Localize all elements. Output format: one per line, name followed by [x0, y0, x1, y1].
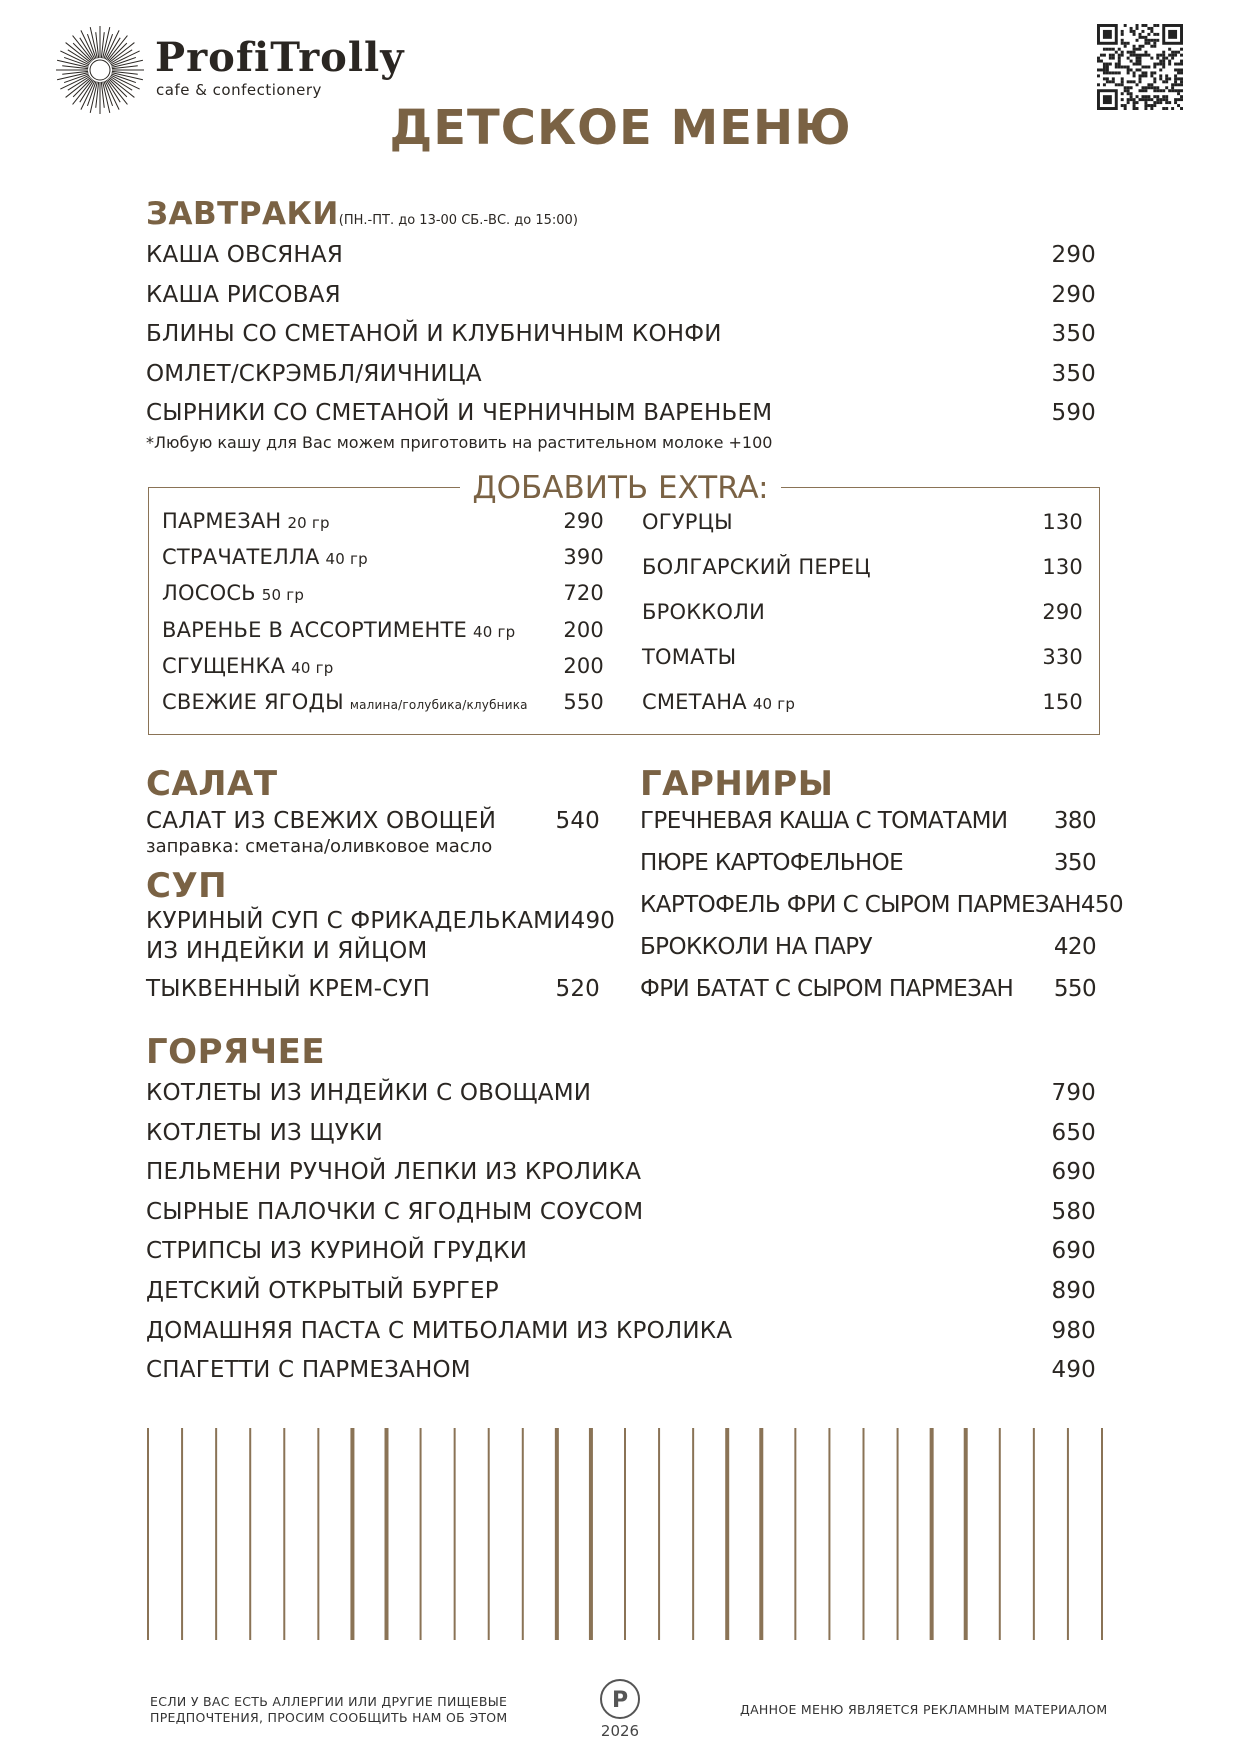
item-name: СМЕТАНА — [642, 690, 747, 714]
menu-item — [146, 1159, 1096, 1185]
item-price: 580 — [1051, 1198, 1096, 1225]
decorative-stripes — [140, 1428, 1110, 1640]
item-price: 390 — [563, 545, 604, 570]
item-name: ПАРМЕЗАН — [162, 509, 282, 533]
item-price: 330 — [1042, 645, 1083, 669]
item-price: 130 — [1042, 510, 1083, 534]
item-name: КАРТОФЕЛЬ ФРИ С СЫРОМ ПАРМЕЗАН — [640, 892, 1081, 918]
menu-item — [146, 400, 1096, 426]
item-name: КОТЛЕТЫ ИЗ ЩУКИ — [146, 1119, 383, 1146]
menu-item — [146, 1318, 1096, 1344]
item-price: 550 — [563, 690, 604, 714]
menu-item — [146, 361, 1096, 387]
menu-item — [146, 908, 616, 934]
menu-item — [642, 645, 1083, 669]
menu-item — [146, 976, 600, 1002]
item-price: 690 — [1051, 1238, 1096, 1265]
menu-item — [642, 690, 1083, 714]
item-price: 200 — [563, 617, 604, 642]
item-name: ФРИ БАТАТ С СЫРОМ ПАРМЕЗАН — [640, 976, 1014, 1002]
menu-item — [146, 1080, 1096, 1106]
item-name: СТРИПСЫ ИЗ КУРИНОЙ ГРУДКИ — [146, 1238, 528, 1265]
item-name: ТЫКВЕННЫЙ КРЕМ-СУП — [146, 976, 431, 1002]
item-price: 150 — [1042, 690, 1083, 714]
advertising-note: ДАННОЕ МЕНЮ ЯВЛЯЕТСЯ РЕКЛАМНЫМ МАТЕРИАЛОМ — [740, 1702, 1108, 1717]
item-name: ДЕТСКИЙ ОТКРЫТЫЙ БУРГЕР — [146, 1278, 499, 1304]
menu-item — [146, 242, 1096, 268]
hot-header: ГОРЯЧЕЕ — [146, 1032, 326, 1072]
item-price: 290 — [563, 509, 604, 533]
item-name: СЫРНЫЕ ПАЛОЧКИ С ЯГОДНЫМ СОУСОМ — [146, 1198, 644, 1225]
item-price: 380 — [1053, 808, 1096, 834]
item-price: 420 — [1053, 934, 1096, 960]
breakfast-footnote: *Любую кашу для Вас можем приготовить на растительном молоке +100 — [146, 433, 773, 452]
menu-item — [640, 934, 1096, 960]
svg-text:P: P — [611, 1688, 629, 1713]
item-price: 520 — [555, 976, 600, 1002]
extra-header: ДОБАВИТЬ EXTRA: — [0, 470, 1241, 506]
qr-code-icon[interactable] — [1097, 24, 1183, 110]
menu-item — [162, 581, 604, 605]
item-name: КАША РИСОВАЯ — [146, 281, 341, 308]
item-price: 290 — [1051, 281, 1096, 308]
item-price: 450 — [1080, 892, 1123, 918]
breakfast-header: ЗАВТРАКИ — [146, 196, 339, 232]
item-name: БЛИНЫ СО СМЕТАНОЙ И КЛУБНИЧНЫМ КОНФИ — [146, 321, 722, 347]
menu-item — [162, 509, 604, 533]
item-name: КАША ОВСЯНАЯ — [146, 242, 344, 268]
item-price: 550 — [1053, 976, 1096, 1002]
allergy-line-1: ЕСЛИ У ВАС ЕСТЬ АЛЛЕРГИИ ИЛИ ДРУГИЕ ПИЩЕВЫЕ — [150, 1694, 508, 1709]
item-price: 890 — [1051, 1278, 1096, 1304]
menu-item — [640, 976, 1096, 1002]
salad-dressing-note: заправка: сметана/оливковое масло — [146, 836, 493, 857]
menu-item — [162, 618, 604, 642]
menu-item — [146, 1120, 1096, 1146]
item-name: ДОМАШНЯЯ ПАСТА С МИТБОЛАМИ ИЗ КРОЛИКА — [146, 1317, 733, 1344]
item-name: ВАРЕНЬЕ В АССОРТИМЕНТЕ — [162, 617, 468, 642]
item-price: 490 — [1051, 1357, 1096, 1384]
item-name: ТОМАТЫ — [642, 645, 737, 669]
breakfast-section — [146, 196, 578, 232]
menu-item — [640, 808, 1096, 834]
menu-item — [162, 654, 604, 678]
item-name: ОГУРЦЫ — [642, 510, 733, 534]
item-price: 490 — [570, 908, 616, 934]
menu-item — [642, 510, 1083, 534]
item-weight: 50 гр — [261, 586, 305, 605]
menu-item — [146, 1238, 1096, 1264]
salad-item — [146, 808, 600, 834]
item-price: 790 — [1051, 1080, 1096, 1106]
item-price: 650 — [1051, 1119, 1096, 1146]
item-price: 720 — [563, 581, 604, 606]
item-name: ОМЛЕТ/СКРЭМБЛ/ЯИЧНИЦА — [146, 360, 482, 387]
page-title: ДЕТСКОЕ МЕНЮ — [389, 100, 852, 156]
item-name: КОТЛЕТЫ ИЗ ИНДЕЙКИ С ОВОЩАМИ — [146, 1080, 592, 1106]
item-price: 690 — [1051, 1159, 1096, 1186]
item-name: САЛАТ ИЗ СВЕЖИХ ОВОЩЕЙ — [146, 808, 497, 834]
item-weight: 20 гр — [287, 514, 330, 532]
item-name: ЛОСОСЬ — [162, 581, 256, 606]
breakfast-hours: (ПН.-ПТ. до 13-00 СБ.-ВС. до 15:00) — [338, 213, 578, 228]
menu-item — [642, 555, 1083, 579]
item-weight: 40 гр — [752, 695, 796, 713]
item-price: 350 — [1051, 321, 1096, 347]
brand-tagline: cafe & confectionery — [156, 81, 322, 99]
menu-item — [146, 282, 1096, 308]
allergy-note — [150, 1694, 508, 1726]
menu-item — [146, 1278, 1096, 1304]
menu-item — [162, 690, 604, 714]
menu-item — [640, 892, 1123, 918]
item-name: СТРАЧАТЕЛЛА — [162, 545, 320, 570]
item-weight: 40 гр — [325, 550, 368, 569]
item-price: 350 — [1051, 360, 1096, 387]
menu-item — [642, 600, 1083, 624]
item-price: 130 — [1042, 555, 1083, 579]
item-price: 290 — [1051, 242, 1096, 268]
item-name: БОЛГАРСКИЙ ПЕРЕЦ — [642, 555, 871, 579]
menu-item — [162, 545, 604, 569]
item-name: СЫРНИКИ СО СМЕТАНОЙ И ЧЕРНИЧНЫМ ВАРЕНЬЕМ — [146, 400, 773, 426]
item-name: СВЕЖИЕ ЯГОДЫ — [162, 690, 344, 714]
allergy-line-2: ПРЕДПОЧТЕНИЯ, ПРОСИМ СООБЩИТЬ НАМ ОБ ЭТОМ — [150, 1710, 508, 1725]
item-price: 290 — [1042, 600, 1083, 624]
item-price: 590 — [1051, 400, 1096, 426]
menu-item — [640, 850, 1096, 876]
soup-header: СУП — [146, 866, 228, 906]
item-name: СПАГЕТТИ С ПАРМЕЗАНОМ — [146, 1357, 471, 1384]
item-weight: 40 гр — [473, 622, 516, 641]
footer-year: 2026 — [600, 1722, 640, 1740]
item-name-line-2: ИЗ ИНДЕЙКИ И ЯЙЦОМ — [146, 938, 428, 964]
item-price: 980 — [1051, 1317, 1096, 1344]
menu-item — [146, 1357, 1096, 1383]
item-weight: 40 гр — [291, 658, 334, 677]
menu-item — [146, 1199, 1096, 1225]
menu-item — [146, 321, 1096, 347]
item-name: ГРЕЧНЕВАЯ КАША С ТОМАТАМИ — [640, 808, 1008, 834]
brand-name: ProfiTrolly — [155, 34, 405, 81]
item-name: СГУЩЕНКА — [162, 653, 286, 678]
item-weight: малина/голубика/клубника — [349, 698, 528, 712]
item-name: ПЕЛЬМЕНИ РУЧНОЙ ЛЕПКИ ИЗ КРОЛИКА — [146, 1159, 642, 1186]
item-price: 350 — [1053, 850, 1096, 876]
p-emblem-icon — [599, 1678, 641, 1720]
item-price: 200 — [563, 653, 604, 678]
item-name: БРОККОЛИ НА ПАРУ — [640, 934, 872, 960]
item-name: БРОККОЛИ — [642, 600, 766, 624]
item-name: КУРИНЫЙ СУП С ФРИКАДЕЛЬКАМИ — [146, 908, 571, 934]
item-price: 540 — [555, 808, 600, 834]
salad-header: САЛАТ — [146, 764, 278, 804]
sides-header: ГАРНИРЫ — [640, 764, 834, 804]
item-name: ПЮРЕ КАРТОФЕЛЬНОЕ — [640, 850, 904, 876]
